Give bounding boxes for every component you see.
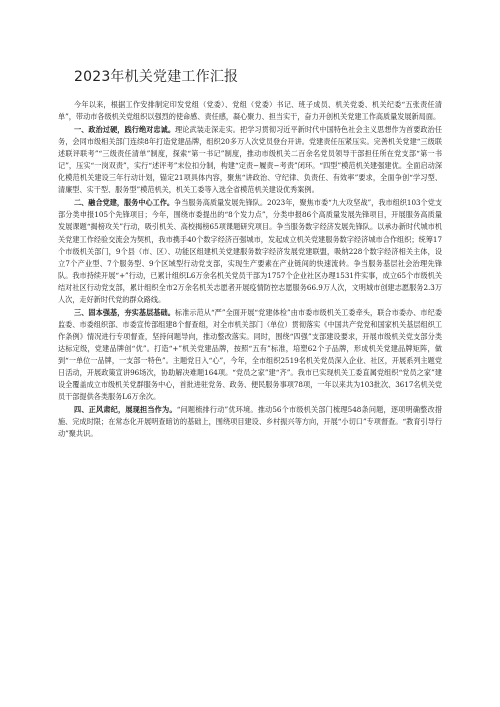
paragraph-body: 今年以来，根据工作安排制定印发党组（党委）、党组（党委）书记、班子成员、机关党委、机关纪委“五张责任清单”，带动市各级机关党组织以强烈的使命感、责任感，凝心聚力、担当实干，奋力开创机关党建工作高质量发展新局面。	[58, 100, 442, 122]
paragraph-intro	[58, 99, 442, 123]
paragraph-section-4	[58, 404, 442, 440]
paragraph-body: “问题梳排行动”优环境。推动56个市级机关部门梳理548条问题，逐项明确整改措施、完成时限；在常态化开展明查暗访的基础上，围绕项目建设、乡村振兴等方向，开展“小切口”专项督查。“教育引导行动”聚共识。	[58, 405, 442, 439]
paragraph-body: 标准示范从“严”全面开展“党建体检”由市委市级机关工委牵头，联合市委办、市纪委监委、市委组织部、市委宣传部组建8个督查组，对全市机关部门（单位）贯彻落实《中国共产党党和国家机关基层组织工作条例》情况进行专项督查，坚持问题导向，推动整改落实。同时，围绕“四强”支部建设要求，开展市级机关党支部分类达标定级，党建品牌创“优”。打造“+”机关党建品牌，按照“五有”标准，培塑62个子品牌，形成机关党建品牌矩阵，做到“一单位一品牌，一支部一特色”。主题党日入“心”，今年，全市组织2519名机关党员深入企业、社区，开展系列主题党日活动，开展政策宣讲96场次，协助解决难题164项。“党员之家”建“齐”。我市已实现机关工委直属党组织“党员之家”建设全覆盖成立市级机关党群服务中心，首批进驻党务、政务、便民服务事项78项，一年以来共为103批次、3617名机关党员干部提供各类服务L6万余次。	[58, 307, 442, 402]
paragraph-heading: 三、固本强基，夯实基层基础。	[74, 307, 175, 317]
paragraph-body: 争当服务高质量发展先锋队。2023年，聚焦市委“九大攻坚战”，我市组织103个党支部分类申报105个先锋项目；今年，围绕市委提出的“8个发力点”，分类申报86个高质量发展先锋项目，开展服务高质量发展课题“揭榜攻关”行动，吸引机关、高校揭榜65项课题研究项目。争当服务数字经济发展先锋队。以承办新时代城市机关党建工作经验交流会为契机，我市携手40个数字经济百强城市，发起成立机关党建服务数字经济城市合作组织；统筹17个市级机关部门，9个县（市、区）、功能区组建机关党建服务数字经济发展党建联盟，吸纳228个数字经济相关主体，设立7个产业型、7个服务型、9个区域型行动党支部，实现生产要素在产业链间的快速流转。争当服务基层社会治理先锋队。我市持续开展“+”行动，已累计组织L6万余名机关党员干部为1757个企业社区办理1531件实事，成立65个市级机关结对社区行动党支部，累计组织全市2万余名机关志愿者开展疫情防控志愿服务66.9万人次，文明城市创建志愿服务2.3万人次，走好新时代党的群众路线。	[58, 198, 442, 304]
paragraph-section-3	[58, 307, 442, 403]
paragraph-section-2	[58, 197, 442, 305]
paragraph-heading: 二、融合党建，服务中心工作。	[74, 198, 175, 208]
paragraph-heading: 四、正风肃纪，展现担当作为。	[74, 405, 177, 415]
paragraph-section-1	[58, 124, 442, 196]
page-title: 2023年机关党建工作汇报	[74, 69, 239, 85]
paragraph-body: 理论武装走深走实。把学习贯彻习近平新时代中国特色社会主义思想作为首要政治任务，会同市级相关部门连续8年打造党建品牌，组织20多万人次党员登台开讲。党建责任压紧压实。完善机关党建“三级联述联评联考”“三级责任清单”制度，探索“第一书记”制度，推动市级机关二百余名党员领导干部担任所在党支部“第一书记”，压实“一岗双责”，实行“述评考”末位扣分制，构建“定责−履责−考责”闭环。“四型”模范机关建强建优。全面启动深化模范机关建设三年行动计划，锚定21项具体内容，聚焦“讲政治、守纪律、负责任、有效率”要求，全面争创“学习型、清廉型、实干型、服务型”模范机关，机关工委等入选全省模范机关建设优秀案例。	[58, 125, 442, 195]
paragraph-heading: 一、政治过硬，践行绝对忠诚。	[74, 125, 176, 135]
